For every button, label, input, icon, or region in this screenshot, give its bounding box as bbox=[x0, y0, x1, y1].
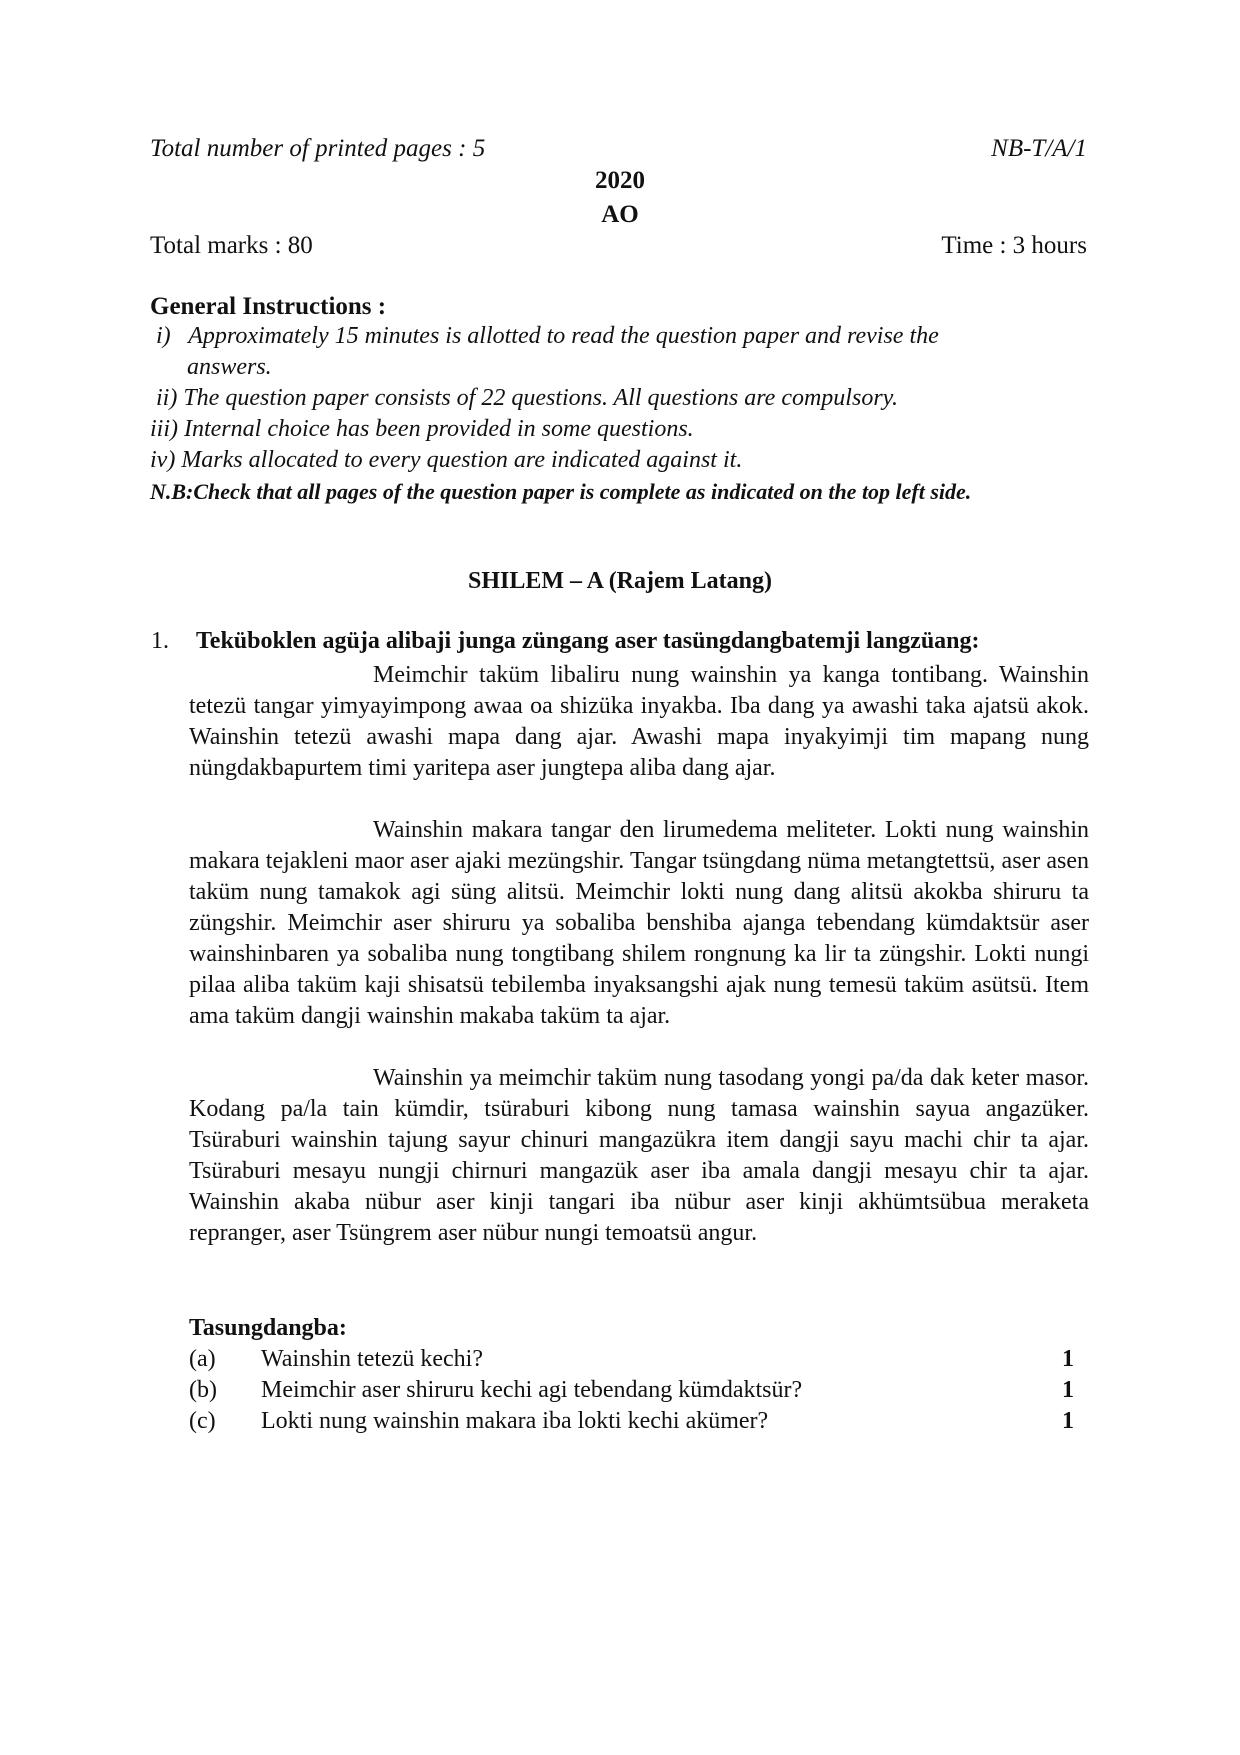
exam-subject: AO bbox=[601, 201, 639, 228]
instruction-item: answers. bbox=[187, 354, 272, 380]
sub-question-marks: 1 bbox=[1062, 1377, 1074, 1403]
instruction-item: iii) Internal choice has been provided in some questions. bbox=[150, 416, 694, 442]
passage-paragraph: Wainshin makara tangar den lirumedema meliteter. Lokti nung wainshin makara tejakleni maor aser ajaki mezüngshir. Tangar tsüngdang nüma metangtettsü, aser asen taküm nung tamakok agi süng alitsü. Meimchir lokti nung dang alitsü akokba shiruru ta züngshir. Meimchir aser shiruru ya sobaliba benshiba ajanga tebendang kümdaktsür aser wainshinbaren ya sobaliba nung tongtibang shilem rongnung ka lir ta züngshir. Lokti nungi pilaa aliba taküm kaji shisatsü tebilemba inyaksangshi ajak nung temesü taküm asütsü. Item ama taküm dangji wainshin makaba taküm ta ajar. bbox=[189, 817, 1089, 1029]
paper-code: NB-T/A/1 bbox=[991, 135, 1087, 162]
instruction-item: iv) Marks allocated to every question are indicated against it. bbox=[150, 447, 743, 473]
question-number: 1. bbox=[151, 628, 169, 654]
time-allowed: Time : 3 hours bbox=[941, 232, 1087, 259]
passage-paragraph: Wainshin ya meimchir taküm nung tasodang yongi pa/da dak keter masor. Kodang pa/la tain kümdir, tsüraburi kibong nung tamasa wainshin sayua angazüker. Tsüraburi wainshin tajung sayur chinuri mangazükra item dangji sayu machi chir ta ajar. Tsüraburi mesayu nungji chirnuri mangazük aser iba amala dangji mesayu chir ta ajar. Wainshin akaba nübur aser kinji tangari iba nübur aser kinji akhümtsübua meraketa repranger, aser Tsüngrem aser nübur nungi temoatsü angur. bbox=[189, 1065, 1089, 1246]
instructions-heading: General Instructions : bbox=[150, 293, 387, 320]
instruction-item: i) Approximately 15 minutes is allotted to read the question paper and revise the bbox=[156, 323, 939, 349]
total-marks: Total marks : 80 bbox=[150, 232, 313, 259]
instructions-note: N.B:Check that all pages of the question paper is complete as indicated on the top left side. bbox=[150, 479, 972, 504]
passage-paragraph: Meimchir taküm libaliru nung wainshin ya kanga tontibang. Wainshin tetezü tangar yimyayimpong awaa oa shizüka inyakba. Iba dang ya awashi taka ajatsü akok. Wainshin tetezü awashi mapa dang ajar. Awashi mapa inyakyimji tim mapang nung nüngdakbapurtem timi yaritepa aser jungtepa aliba dang ajar. bbox=[189, 662, 1089, 781]
sub-question-marks: 1 bbox=[1062, 1346, 1074, 1372]
sub-question-label: (b) bbox=[189, 1377, 217, 1403]
sub-question-label: (c) bbox=[189, 1408, 216, 1434]
question-prompt: Teküboklen agüja alibaji junga züngang aser tasüngdangbatemji langzüang: bbox=[196, 628, 980, 654]
sub-question-marks: 1 bbox=[1062, 1408, 1074, 1434]
sub-question-text: Wainshin tetezü kechi? bbox=[261, 1346, 483, 1372]
instruction-item: ii) The question paper consists of 22 questions. All questions are compulsory. bbox=[156, 385, 898, 411]
sub-question-label: (a) bbox=[189, 1346, 216, 1372]
sub-question-text: Lokti nung wainshin makara iba lokti kechi akümer? bbox=[261, 1408, 769, 1434]
sub-questions-heading: Tasungdangba: bbox=[189, 1315, 347, 1341]
exam-year: 2020 bbox=[595, 167, 645, 194]
sub-question-text: Meimchir aser shiruru kechi agi tebendang kümdaktsür? bbox=[261, 1377, 803, 1403]
total-pages-label: Total number of printed pages : 5 bbox=[150, 135, 486, 162]
section-title: SHILEM – A (Rajem Latang) bbox=[467, 568, 772, 594]
